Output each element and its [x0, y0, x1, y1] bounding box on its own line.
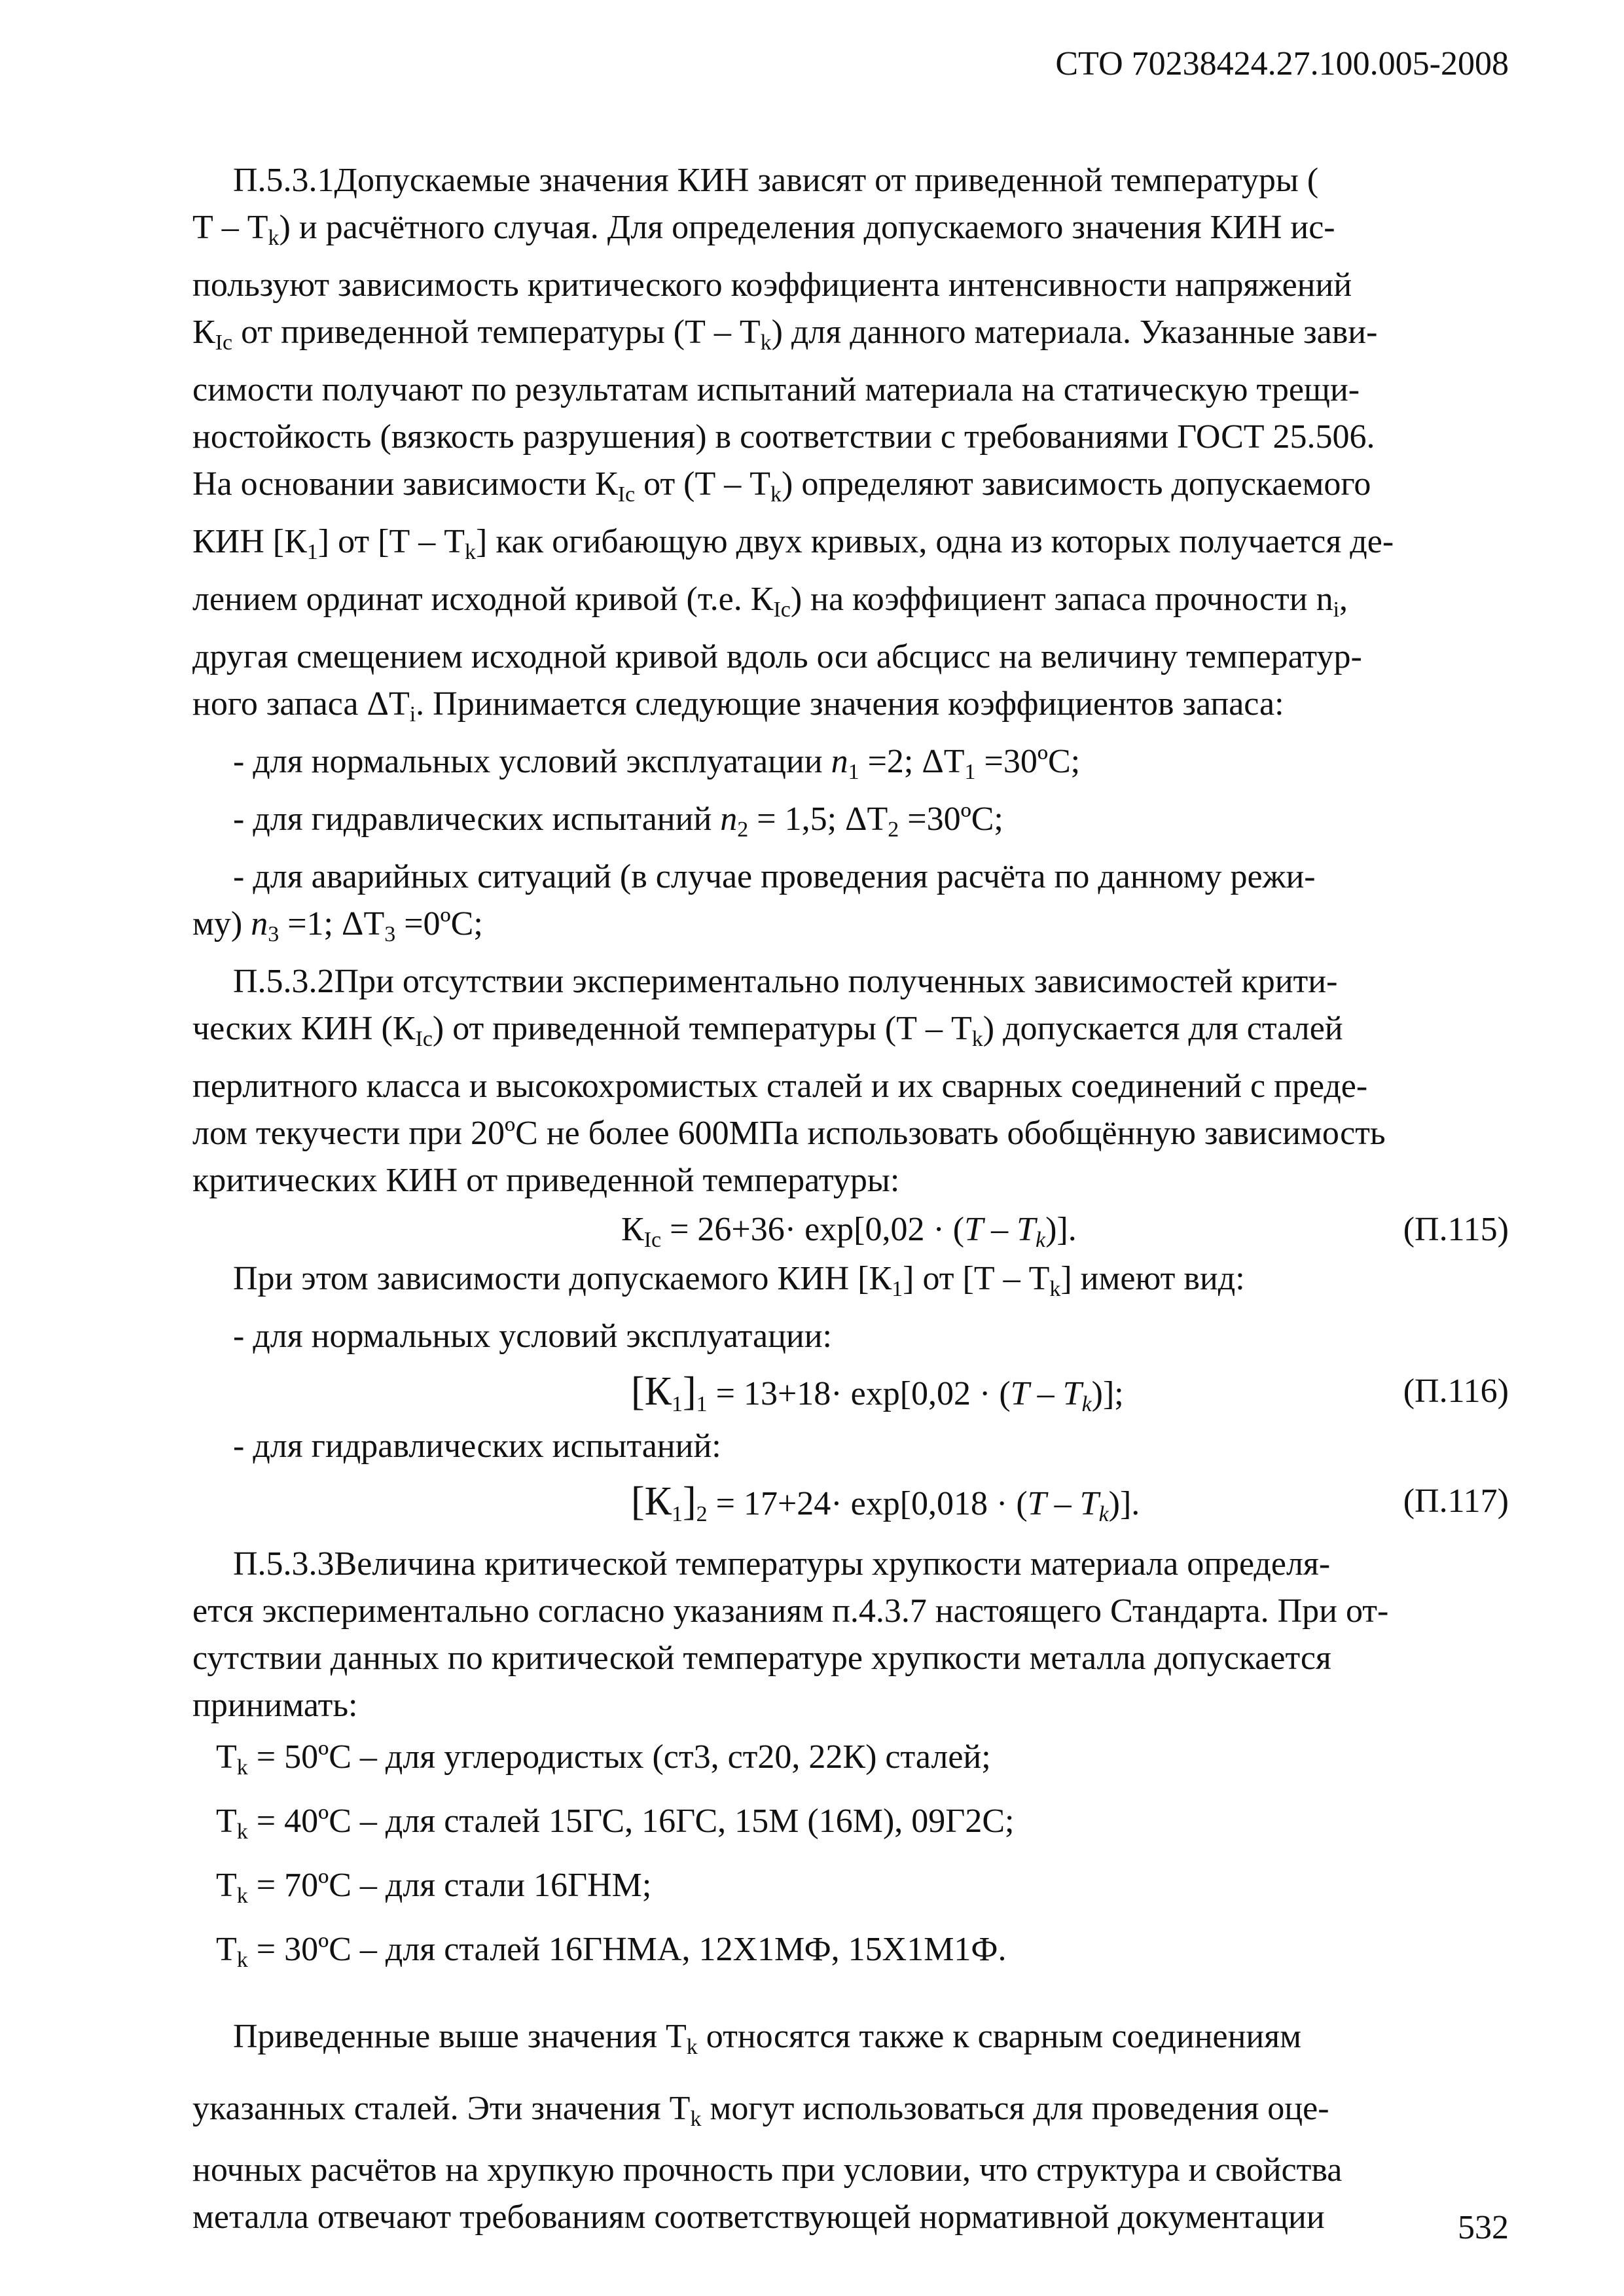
- text-line: ного запаса $\Delta Т_i$. Принимается следующие значения коэффициентов запаса:: [192, 685, 1284, 726]
- section-5-3-1: [192, 157, 1509, 958]
- list-item: - для гидравлических испытаний:: [233, 1427, 721, 1465]
- formula-p117: [192, 1470, 1509, 1533]
- text-line: металла отвечают требованиям соответствующей нормативной документации: [192, 2198, 1325, 2236]
- list-item: - для нормальных условий эксплуатации $n_1 =2$; $\Delta T_1$ =30ºС;: [233, 743, 1081, 784]
- text-line: сутствии данных по критической температуре хрупкости металла допускается: [192, 1640, 1331, 1677]
- list-item: - для нормальных условий эксплуатации:: [233, 1318, 833, 1355]
- text-line: ночных расчётов на хрупкую прочность при условии, что структура и свойства: [192, 2151, 1343, 2189]
- list-item: - для аварийных ситуаций (в случае проведения расчёта по данному режи-: [233, 858, 1316, 895]
- text-line: Т – $Т_k$) и расчётного случая. Для определения допускаемого значения КИН ис-: [192, 209, 1335, 250]
- formula-number: (П.117): [1403, 1482, 1509, 1520]
- formula-expression: $К_{Ic} = 26+36\cdot \exp[0,02 \cdot (T - T_k)]$.: [621, 1211, 1077, 1252]
- text-line: пользуют зависимость критического коэффициента интенсивности напряжений: [192, 266, 1352, 304]
- temperature-item: $Т_k$ = 70ºС – для стали 16ГНМ;: [216, 1867, 652, 1908]
- document-code-header: СТО 70238424.27.100.005-2008: [1055, 45, 1509, 82]
- text-line: другая смещением исходной кривой вдоль оси абсцисс на величину температур-: [192, 638, 1362, 675]
- page-number: 532: [1458, 2209, 1509, 2246]
- text-line: $К_{Ic}$ от приведенной температуры $(Т - Т_k)$ для данного материала. Указанные зави-: [192, 314, 1378, 355]
- text-line: критических КИН от приведенной температуры:: [192, 1162, 900, 1199]
- text-line: принимать:: [192, 1687, 358, 1724]
- text-line: ческих КИН $(К_{Ic})$ от приведенной температуры $(Т - Т_k)$ допускается для сталей: [192, 1010, 1343, 1051]
- text-line: П.5.3.1Допускаемые значения КИН зависят от приведенной температуры (: [233, 162, 1319, 199]
- document-body: [192, 157, 1509, 2241]
- temperature-item: $Т_k$ = 50ºС – для углеродистых (ст3, ст20, 22К) сталей;: [216, 1738, 991, 1780]
- text-line: указанных сталей. Эти значения $Т_k$ могут использоваться для проведения оце-: [192, 2090, 1329, 2131]
- formula-expression: $[К_1]_1 = 13+18\cdot \exp[0,02 \cdot (T - T_k)]$;: [631, 1369, 1124, 1416]
- temperature-item: $Т_k$ = 40ºС – для сталей 15ГС, 16ГС, 15М (16М), 09Г2С;: [216, 1803, 1015, 1844]
- text-line: ется экспериментально согласно указаниям п.4.3.7 настоящего Стандарта. При от-: [192, 1592, 1389, 1630]
- text-line: П.5.3.2При отсутствии экспериментально полученных зависимостей крити-: [233, 963, 1338, 1000]
- formula-number: (П.115): [1403, 1211, 1509, 1248]
- text-line: лением ординат исходной кривой (т.е. $К_{Ic}$) на коэффициент запаса прочности $n_i$,: [192, 581, 1348, 622]
- text-line: П.5.3.3Величина критической температуры хрупкости материала определя-: [233, 1545, 1331, 1583]
- temperature-item: $Т_k$ = 30ºС – для сталей 16ГНМА, 12Х1МФ, 15Х1М1Ф.: [216, 1931, 1007, 1972]
- text-line: При этом зависимости допускаемого КИН $[К_1]$ от $[Т - Т_k]$ имеют вид:: [233, 1260, 1245, 1301]
- formula-expression: $[К_1]_2 = 17+24\cdot \exp[0,018 \cdot (T - T_k)]$.: [631, 1479, 1140, 1526]
- list-item-continuation: му) $n_3 =1$; $\Delta T_3$ =0ºС;: [192, 905, 483, 946]
- section-5-3-2: [192, 958, 1509, 1533]
- text-line: лом текучести при 20ºС не более 600МПа использовать обобщённую зависимость: [192, 1115, 1386, 1152]
- formula-p115: [192, 1204, 1509, 1255]
- text-line: перлитного класса и высокохромистых сталей и их сварных соединений с преде-: [192, 1067, 1368, 1105]
- section-5-3-3: [192, 1541, 1509, 2241]
- text-line: КИН $[К_1]$ от $[Т - Т_k]$ как огибающую двух кривых, одна из которых получается де-: [192, 523, 1394, 564]
- formula-number: (П.116): [1403, 1372, 1509, 1410]
- text-line: симости получают по результатам испытаний материала на статическую трещи-: [192, 371, 1360, 408]
- list-item: - для гидравлических испытаний $n_2 = 1,5$; $\Delta T_2$ =30ºС;: [233, 800, 1003, 842]
- text-line: Приведенные выше значения $Т_k$ относятся также к сварным соединениям: [233, 2018, 1302, 2059]
- formula-p116: [192, 1360, 1509, 1423]
- text-line: На основании зависимости $К_{Ic}$ от $(Т - Т_k)$ определяют зависимость допускаемого: [192, 465, 1371, 507]
- text-line: ностойкость (вязкость разрушения) в соответствии с требованиями ГОСТ 25.506.: [192, 418, 1375, 456]
